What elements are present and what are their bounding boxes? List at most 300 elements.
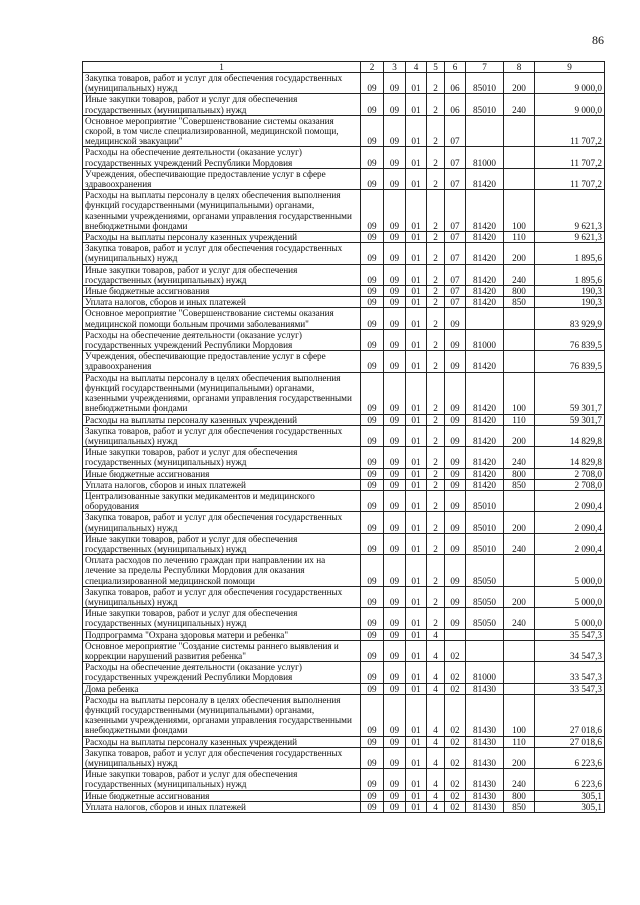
code-cell: 09 bbox=[384, 662, 406, 683]
code-cell: 09 bbox=[361, 790, 384, 801]
code-cell: 09 bbox=[361, 447, 384, 468]
code-cell: 09 bbox=[384, 801, 406, 812]
table-header-row bbox=[83, 62, 605, 73]
code-cell: 2 bbox=[427, 147, 445, 168]
amount-cell: 5 000,0 bbox=[535, 608, 605, 629]
code-cell: 09 bbox=[384, 425, 406, 446]
table-row bbox=[83, 801, 605, 812]
code-cell bbox=[504, 329, 535, 350]
code-cell: 09 bbox=[361, 73, 384, 94]
code-cell: 09 bbox=[361, 414, 384, 425]
code-cell bbox=[504, 115, 535, 147]
code-cell: 81420 bbox=[466, 372, 504, 414]
code-cell: 01 bbox=[406, 586, 427, 607]
code-cell: 09 bbox=[384, 468, 406, 479]
code-cell bbox=[504, 555, 535, 587]
amount-cell: 6 223,6 bbox=[535, 769, 605, 790]
table-row bbox=[83, 586, 605, 607]
table-row bbox=[83, 168, 605, 189]
code-cell: 09 bbox=[445, 329, 466, 350]
code-cell bbox=[504, 351, 535, 372]
code-cell: 02 bbox=[445, 640, 466, 661]
code-cell: 200 bbox=[504, 512, 535, 533]
table-row bbox=[83, 694, 605, 736]
row-name-cell: Расходы на обеспечение деятельности (оказание услуг) государственных учреждений Республики Мордовия bbox=[83, 662, 361, 683]
code-cell bbox=[504, 640, 535, 661]
code-cell: 110 bbox=[504, 736, 535, 747]
code-cell: 09 bbox=[384, 769, 406, 790]
amount-cell: 190,3 bbox=[535, 297, 605, 308]
code-cell: 09 bbox=[384, 736, 406, 747]
code-cell: 06 bbox=[445, 73, 466, 94]
code-cell: 07 bbox=[445, 286, 466, 297]
code-cell: 2 bbox=[427, 168, 445, 189]
code-cell: 09 bbox=[384, 147, 406, 168]
code-cell: 09 bbox=[361, 736, 384, 747]
code-cell: 240 bbox=[504, 769, 535, 790]
amount-cell: 305,1 bbox=[535, 790, 605, 801]
row-name-cell: Расходы на выплаты персоналу в целях обеспечения выполнения функций государственными (муниципальными) органами, казенными учреждениями, органами управления государственными внебюджетными фондами bbox=[83, 190, 361, 232]
code-cell: 2 bbox=[427, 94, 445, 115]
row-name-cell: Расходы на выплаты персоналу казенных учреждений bbox=[83, 232, 361, 243]
row-name-cell: Расходы на выплаты персоналу в целях обеспечения выполнения функций государственными (муниципальными) органами, казенными учреждениями, органами управления государственными внебюджетными фондами bbox=[83, 694, 361, 736]
code-cell: 2 bbox=[427, 73, 445, 94]
column-header: 8 bbox=[504, 62, 535, 73]
code-cell: 09 bbox=[384, 640, 406, 661]
code-cell: 4 bbox=[427, 683, 445, 694]
amount-cell: 2 090,4 bbox=[535, 533, 605, 554]
row-name-cell: Расходы на выплаты персоналу казенных учреждений bbox=[83, 414, 361, 425]
code-cell: 09 bbox=[361, 232, 384, 243]
code-cell: 240 bbox=[504, 94, 535, 115]
code-cell: 09 bbox=[384, 414, 406, 425]
row-name-cell: Основное мероприятие "Совершенствование системы оказания скорой, в том числе специализированной, медицинской помощи, медицинской эвакуации" bbox=[83, 115, 361, 147]
amount-cell: 190,3 bbox=[535, 286, 605, 297]
code-cell: 85010 bbox=[466, 490, 504, 511]
code-cell: 81420 bbox=[466, 168, 504, 189]
row-name-cell: Иные закупки товаров, работ и услуг для обеспечения государственных (муниципальных) нужд bbox=[83, 608, 361, 629]
code-cell: 85010 bbox=[466, 533, 504, 554]
code-cell: 09 bbox=[361, 308, 384, 329]
code-cell: 09 bbox=[361, 468, 384, 479]
code-cell: 85010 bbox=[466, 94, 504, 115]
code-cell: 09 bbox=[384, 73, 406, 94]
code-cell: 240 bbox=[504, 264, 535, 285]
row-name-cell: Расходы на обеспечение деятельности (оказание услуг) государственных учреждений Республики Мордовия bbox=[83, 147, 361, 168]
code-cell: 09 bbox=[384, 351, 406, 372]
amount-cell: 76 839,5 bbox=[535, 351, 605, 372]
code-cell: 09 bbox=[384, 629, 406, 640]
row-name-cell: Иные бюджетные ассигнования bbox=[83, 286, 361, 297]
amount-cell: 33 547,3 bbox=[535, 662, 605, 683]
code-cell: 2 bbox=[427, 243, 445, 264]
code-cell: 2 bbox=[427, 555, 445, 587]
code-cell bbox=[504, 490, 535, 511]
code-cell: 09 bbox=[384, 490, 406, 511]
code-cell bbox=[466, 640, 504, 661]
code-cell: 09 bbox=[361, 683, 384, 694]
code-cell: 09 bbox=[361, 586, 384, 607]
code-cell: 850 bbox=[504, 479, 535, 490]
code-cell: 07 bbox=[445, 190, 466, 232]
code-cell: 81000 bbox=[466, 662, 504, 683]
row-name-cell: Иные бюджетные ассигнования bbox=[83, 468, 361, 479]
code-cell: 2 bbox=[427, 372, 445, 414]
amount-cell: 34 547,3 bbox=[535, 640, 605, 661]
code-cell: 09 bbox=[384, 190, 406, 232]
code-cell: 09 bbox=[384, 168, 406, 189]
code-cell: 240 bbox=[504, 447, 535, 468]
table-row bbox=[83, 629, 605, 640]
row-name-cell: Иные закупки товаров, работ и услуг для обеспечения государственных (муниципальных) нужд bbox=[83, 533, 361, 554]
code-cell: 01 bbox=[406, 351, 427, 372]
code-cell: 2 bbox=[427, 286, 445, 297]
code-cell: 09 bbox=[361, 264, 384, 285]
code-cell: 01 bbox=[406, 533, 427, 554]
code-cell: 4 bbox=[427, 801, 445, 812]
code-cell: 09 bbox=[361, 372, 384, 414]
code-cell: 02 bbox=[445, 747, 466, 768]
code-cell: 01 bbox=[406, 747, 427, 768]
code-cell: 4 bbox=[427, 694, 445, 736]
code-cell: 81430 bbox=[466, 747, 504, 768]
code-cell bbox=[504, 168, 535, 189]
row-name-cell: Расходы на выплаты персоналу в целях обеспечения выполнения функций государственными (муниципальными) органами, казенными учреждениями, органами управления государственными внебюджетными фондами bbox=[83, 372, 361, 414]
code-cell: 81420 bbox=[466, 351, 504, 372]
amount-cell: 14 829,8 bbox=[535, 447, 605, 468]
code-cell: 09 bbox=[445, 425, 466, 446]
table-row bbox=[83, 351, 605, 372]
code-cell: 01 bbox=[406, 329, 427, 350]
row-name-cell: Уплата налогов, сборов и иных платежей bbox=[83, 801, 361, 812]
code-cell: 01 bbox=[406, 264, 427, 285]
code-cell bbox=[445, 629, 466, 640]
code-cell: 01 bbox=[406, 683, 427, 694]
code-cell: 4 bbox=[427, 747, 445, 768]
code-cell: 09 bbox=[384, 683, 406, 694]
table-row bbox=[83, 372, 605, 414]
code-cell: 09 bbox=[361, 769, 384, 790]
code-cell: 81420 bbox=[466, 479, 504, 490]
code-cell: 100 bbox=[504, 694, 535, 736]
code-cell: 2 bbox=[427, 308, 445, 329]
code-cell: 850 bbox=[504, 297, 535, 308]
code-cell: 02 bbox=[445, 736, 466, 747]
code-cell: 200 bbox=[504, 747, 535, 768]
code-cell: 01 bbox=[406, 94, 427, 115]
table-row bbox=[83, 286, 605, 297]
code-cell bbox=[466, 629, 504, 640]
code-cell: 2 bbox=[427, 468, 445, 479]
code-cell: 09 bbox=[384, 694, 406, 736]
table-row bbox=[83, 147, 605, 168]
table-row bbox=[83, 608, 605, 629]
code-cell: 09 bbox=[361, 190, 384, 232]
code-cell: 09 bbox=[445, 414, 466, 425]
table-row bbox=[83, 479, 605, 490]
code-cell: 01 bbox=[406, 629, 427, 640]
code-cell: 85050 bbox=[466, 608, 504, 629]
code-cell: 01 bbox=[406, 243, 427, 264]
code-cell: 2 bbox=[427, 297, 445, 308]
row-name-cell: Уплата налогов, сборов и иных платежей bbox=[83, 479, 361, 490]
code-cell: 09 bbox=[384, 512, 406, 533]
code-cell: 09 bbox=[445, 608, 466, 629]
table-row bbox=[83, 264, 605, 285]
code-cell: 09 bbox=[445, 447, 466, 468]
amount-cell: 9 621,3 bbox=[535, 190, 605, 232]
code-cell: 09 bbox=[361, 555, 384, 587]
code-cell: 01 bbox=[406, 790, 427, 801]
table-row bbox=[83, 555, 605, 587]
code-cell: 2 bbox=[427, 447, 445, 468]
row-name-cell: Уплата налогов, сборов и иных платежей bbox=[83, 297, 361, 308]
code-cell: 09 bbox=[361, 608, 384, 629]
code-cell: 09 bbox=[361, 512, 384, 533]
code-cell bbox=[504, 147, 535, 168]
code-cell: 09 bbox=[384, 555, 406, 587]
row-name-cell: Основное мероприятие "Совершенствование системы оказания медицинской помощи больным прочими заболеваниями" bbox=[83, 308, 361, 329]
table-row bbox=[83, 533, 605, 554]
code-cell: 07 bbox=[445, 168, 466, 189]
code-cell: 81430 bbox=[466, 683, 504, 694]
code-cell: 01 bbox=[406, 608, 427, 629]
row-name-cell: Дома ребенка bbox=[83, 683, 361, 694]
code-cell: 01 bbox=[406, 555, 427, 587]
code-cell bbox=[504, 308, 535, 329]
code-cell: 09 bbox=[361, 662, 384, 683]
code-cell: 07 bbox=[445, 115, 466, 147]
code-cell: 02 bbox=[445, 790, 466, 801]
code-cell: 09 bbox=[384, 115, 406, 147]
code-cell: 01 bbox=[406, 232, 427, 243]
code-cell: 09 bbox=[361, 329, 384, 350]
code-cell: 100 bbox=[504, 190, 535, 232]
code-cell: 01 bbox=[406, 73, 427, 94]
amount-cell: 27 018,6 bbox=[535, 736, 605, 747]
table-row bbox=[83, 190, 605, 232]
table-row bbox=[83, 329, 605, 350]
code-cell: 07 bbox=[445, 243, 466, 264]
amount-cell: 11 707,2 bbox=[535, 147, 605, 168]
code-cell: 09 bbox=[384, 790, 406, 801]
code-cell: 09 bbox=[445, 533, 466, 554]
row-name-cell: Расходы на обеспечение деятельности (оказание услуг) государственных учреждений Республики Мордовия bbox=[83, 329, 361, 350]
code-cell: 81000 bbox=[466, 147, 504, 168]
table-row bbox=[83, 414, 605, 425]
column-header: 4 bbox=[406, 62, 427, 73]
amount-cell: 1 895,6 bbox=[535, 243, 605, 264]
budget-table bbox=[82, 61, 605, 813]
code-cell: 81430 bbox=[466, 801, 504, 812]
code-cell: 09 bbox=[445, 351, 466, 372]
code-cell: 09 bbox=[384, 286, 406, 297]
code-cell: 100 bbox=[504, 372, 535, 414]
amount-cell: 14 829,8 bbox=[535, 425, 605, 446]
code-cell: 800 bbox=[504, 790, 535, 801]
code-cell: 81420 bbox=[466, 297, 504, 308]
code-cell: 09 bbox=[384, 264, 406, 285]
code-cell: 2 bbox=[427, 190, 445, 232]
code-cell: 09 bbox=[361, 297, 384, 308]
code-cell: 4 bbox=[427, 769, 445, 790]
code-cell: 81420 bbox=[466, 232, 504, 243]
code-cell: 81420 bbox=[466, 286, 504, 297]
code-cell: 01 bbox=[406, 447, 427, 468]
code-cell: 09 bbox=[384, 297, 406, 308]
row-name-cell: Иные закупки товаров, работ и услуг для обеспечения государственных (муниципальных) нужд bbox=[83, 769, 361, 790]
table-row bbox=[83, 683, 605, 694]
code-cell: 09 bbox=[384, 533, 406, 554]
row-name-cell: Централизованные закупки медикаментов и медицинского оборудования bbox=[83, 490, 361, 511]
code-cell: 09 bbox=[384, 586, 406, 607]
code-cell: 110 bbox=[504, 414, 535, 425]
code-cell bbox=[466, 308, 504, 329]
code-cell bbox=[504, 629, 535, 640]
code-cell: 09 bbox=[384, 447, 406, 468]
code-cell: 07 bbox=[445, 232, 466, 243]
code-cell: 01 bbox=[406, 372, 427, 414]
code-cell: 2 bbox=[427, 115, 445, 147]
code-cell: 09 bbox=[361, 533, 384, 554]
code-cell: 2 bbox=[427, 232, 445, 243]
code-cell: 01 bbox=[406, 468, 427, 479]
code-cell: 09 bbox=[384, 243, 406, 264]
code-cell: 81420 bbox=[466, 414, 504, 425]
table-row bbox=[83, 73, 605, 94]
amount-cell: 2 090,4 bbox=[535, 512, 605, 533]
code-cell: 200 bbox=[504, 73, 535, 94]
column-header: 1 bbox=[83, 62, 361, 73]
code-cell: 01 bbox=[406, 147, 427, 168]
code-cell: 4 bbox=[427, 790, 445, 801]
code-cell: 800 bbox=[504, 468, 535, 479]
code-cell: 81000 bbox=[466, 329, 504, 350]
amount-cell: 76 839,5 bbox=[535, 329, 605, 350]
code-cell: 4 bbox=[427, 629, 445, 640]
table-row bbox=[83, 736, 605, 747]
code-cell: 2 bbox=[427, 608, 445, 629]
row-name-cell: Подпрограмма "Охрана здоровья матери и ребенка" bbox=[83, 629, 361, 640]
amount-cell: 9 000,0 bbox=[535, 73, 605, 94]
table-row bbox=[83, 232, 605, 243]
code-cell: 02 bbox=[445, 683, 466, 694]
table-row bbox=[83, 512, 605, 533]
code-cell: 85050 bbox=[466, 586, 504, 607]
column-header: 5 bbox=[427, 62, 445, 73]
row-name-cell: Иные закупки товаров, работ и услуг для обеспечения государственных (муниципальных) нужд bbox=[83, 264, 361, 285]
code-cell: 09 bbox=[361, 351, 384, 372]
code-cell: 09 bbox=[361, 94, 384, 115]
code-cell: 07 bbox=[445, 297, 466, 308]
code-cell: 09 bbox=[361, 629, 384, 640]
code-cell: 81420 bbox=[466, 468, 504, 479]
code-cell: 800 bbox=[504, 286, 535, 297]
code-cell: 850 bbox=[504, 801, 535, 812]
column-header: 7 bbox=[466, 62, 504, 73]
code-cell: 2 bbox=[427, 479, 445, 490]
code-cell: 02 bbox=[445, 769, 466, 790]
code-cell: 09 bbox=[361, 747, 384, 768]
code-cell: 09 bbox=[361, 694, 384, 736]
amount-cell: 35 547,3 bbox=[535, 629, 605, 640]
code-cell: 2 bbox=[427, 351, 445, 372]
table-row bbox=[83, 468, 605, 479]
code-cell: 4 bbox=[427, 736, 445, 747]
code-cell bbox=[504, 662, 535, 683]
code-cell: 09 bbox=[384, 479, 406, 490]
code-cell: 06 bbox=[445, 94, 466, 115]
table-row bbox=[83, 790, 605, 801]
table-row bbox=[83, 243, 605, 264]
code-cell: 09 bbox=[361, 479, 384, 490]
code-cell: 01 bbox=[406, 662, 427, 683]
code-cell: 01 bbox=[406, 694, 427, 736]
code-cell: 81430 bbox=[466, 694, 504, 736]
code-cell: 01 bbox=[406, 425, 427, 446]
row-name-cell: Основное мероприятие "Создание системы раннего выявления и коррекции нарушений развития ребенка" bbox=[83, 640, 361, 661]
code-cell: 81430 bbox=[466, 769, 504, 790]
code-cell: 4 bbox=[427, 662, 445, 683]
amount-cell: 27 018,6 bbox=[535, 694, 605, 736]
code-cell: 09 bbox=[445, 512, 466, 533]
table-row bbox=[83, 308, 605, 329]
amount-cell: 1 895,6 bbox=[535, 264, 605, 285]
code-cell: 2 bbox=[427, 414, 445, 425]
amount-cell: 305,1 bbox=[535, 801, 605, 812]
code-cell: 01 bbox=[406, 490, 427, 511]
row-name-cell: Учреждения, обеспечивающие предоставление услуг в сфере здравоохранения bbox=[83, 168, 361, 189]
code-cell: 01 bbox=[406, 640, 427, 661]
code-cell: 01 bbox=[406, 414, 427, 425]
table-row bbox=[83, 640, 605, 661]
table-row bbox=[83, 747, 605, 768]
code-cell: 09 bbox=[361, 801, 384, 812]
code-cell: 2 bbox=[427, 512, 445, 533]
row-name-cell: Иные закупки товаров, работ и услуг для обеспечения государственных (муниципальных) нужд bbox=[83, 447, 361, 468]
code-cell: 01 bbox=[406, 736, 427, 747]
amount-cell: 2 708,0 bbox=[535, 468, 605, 479]
row-name-cell: Закупка товаров, работ и услуг для обеспечения государственных (муниципальных) нужд bbox=[83, 73, 361, 94]
code-cell: 09 bbox=[384, 308, 406, 329]
code-cell: 01 bbox=[406, 297, 427, 308]
amount-cell: 6 223,6 bbox=[535, 747, 605, 768]
code-cell: 09 bbox=[361, 490, 384, 511]
column-header: 9 bbox=[535, 62, 605, 73]
code-cell: 02 bbox=[445, 801, 466, 812]
code-cell: 01 bbox=[406, 801, 427, 812]
table-body bbox=[83, 73, 605, 813]
row-name-cell: Закупка товаров, работ и услуг для обеспечения государственных (муниципальных) нужд bbox=[83, 243, 361, 264]
code-cell: 07 bbox=[445, 264, 466, 285]
code-cell: 02 bbox=[445, 694, 466, 736]
code-cell: 85010 bbox=[466, 73, 504, 94]
page-number: 86 bbox=[592, 33, 604, 47]
amount-cell: 2 090,4 bbox=[535, 490, 605, 511]
amount-cell: 83 929,9 bbox=[535, 308, 605, 329]
code-cell: 09 bbox=[445, 555, 466, 587]
code-cell: 09 bbox=[445, 372, 466, 414]
column-header: 6 bbox=[445, 62, 466, 73]
row-name-cell: Расходы на выплаты персоналу казенных учреждений bbox=[83, 736, 361, 747]
code-cell: 09 bbox=[384, 94, 406, 115]
amount-cell: 9 621,3 bbox=[535, 232, 605, 243]
code-cell: 01 bbox=[406, 168, 427, 189]
code-cell: 2 bbox=[427, 264, 445, 285]
code-cell: 09 bbox=[445, 468, 466, 479]
code-cell: 09 bbox=[445, 308, 466, 329]
code-cell: 81420 bbox=[466, 190, 504, 232]
